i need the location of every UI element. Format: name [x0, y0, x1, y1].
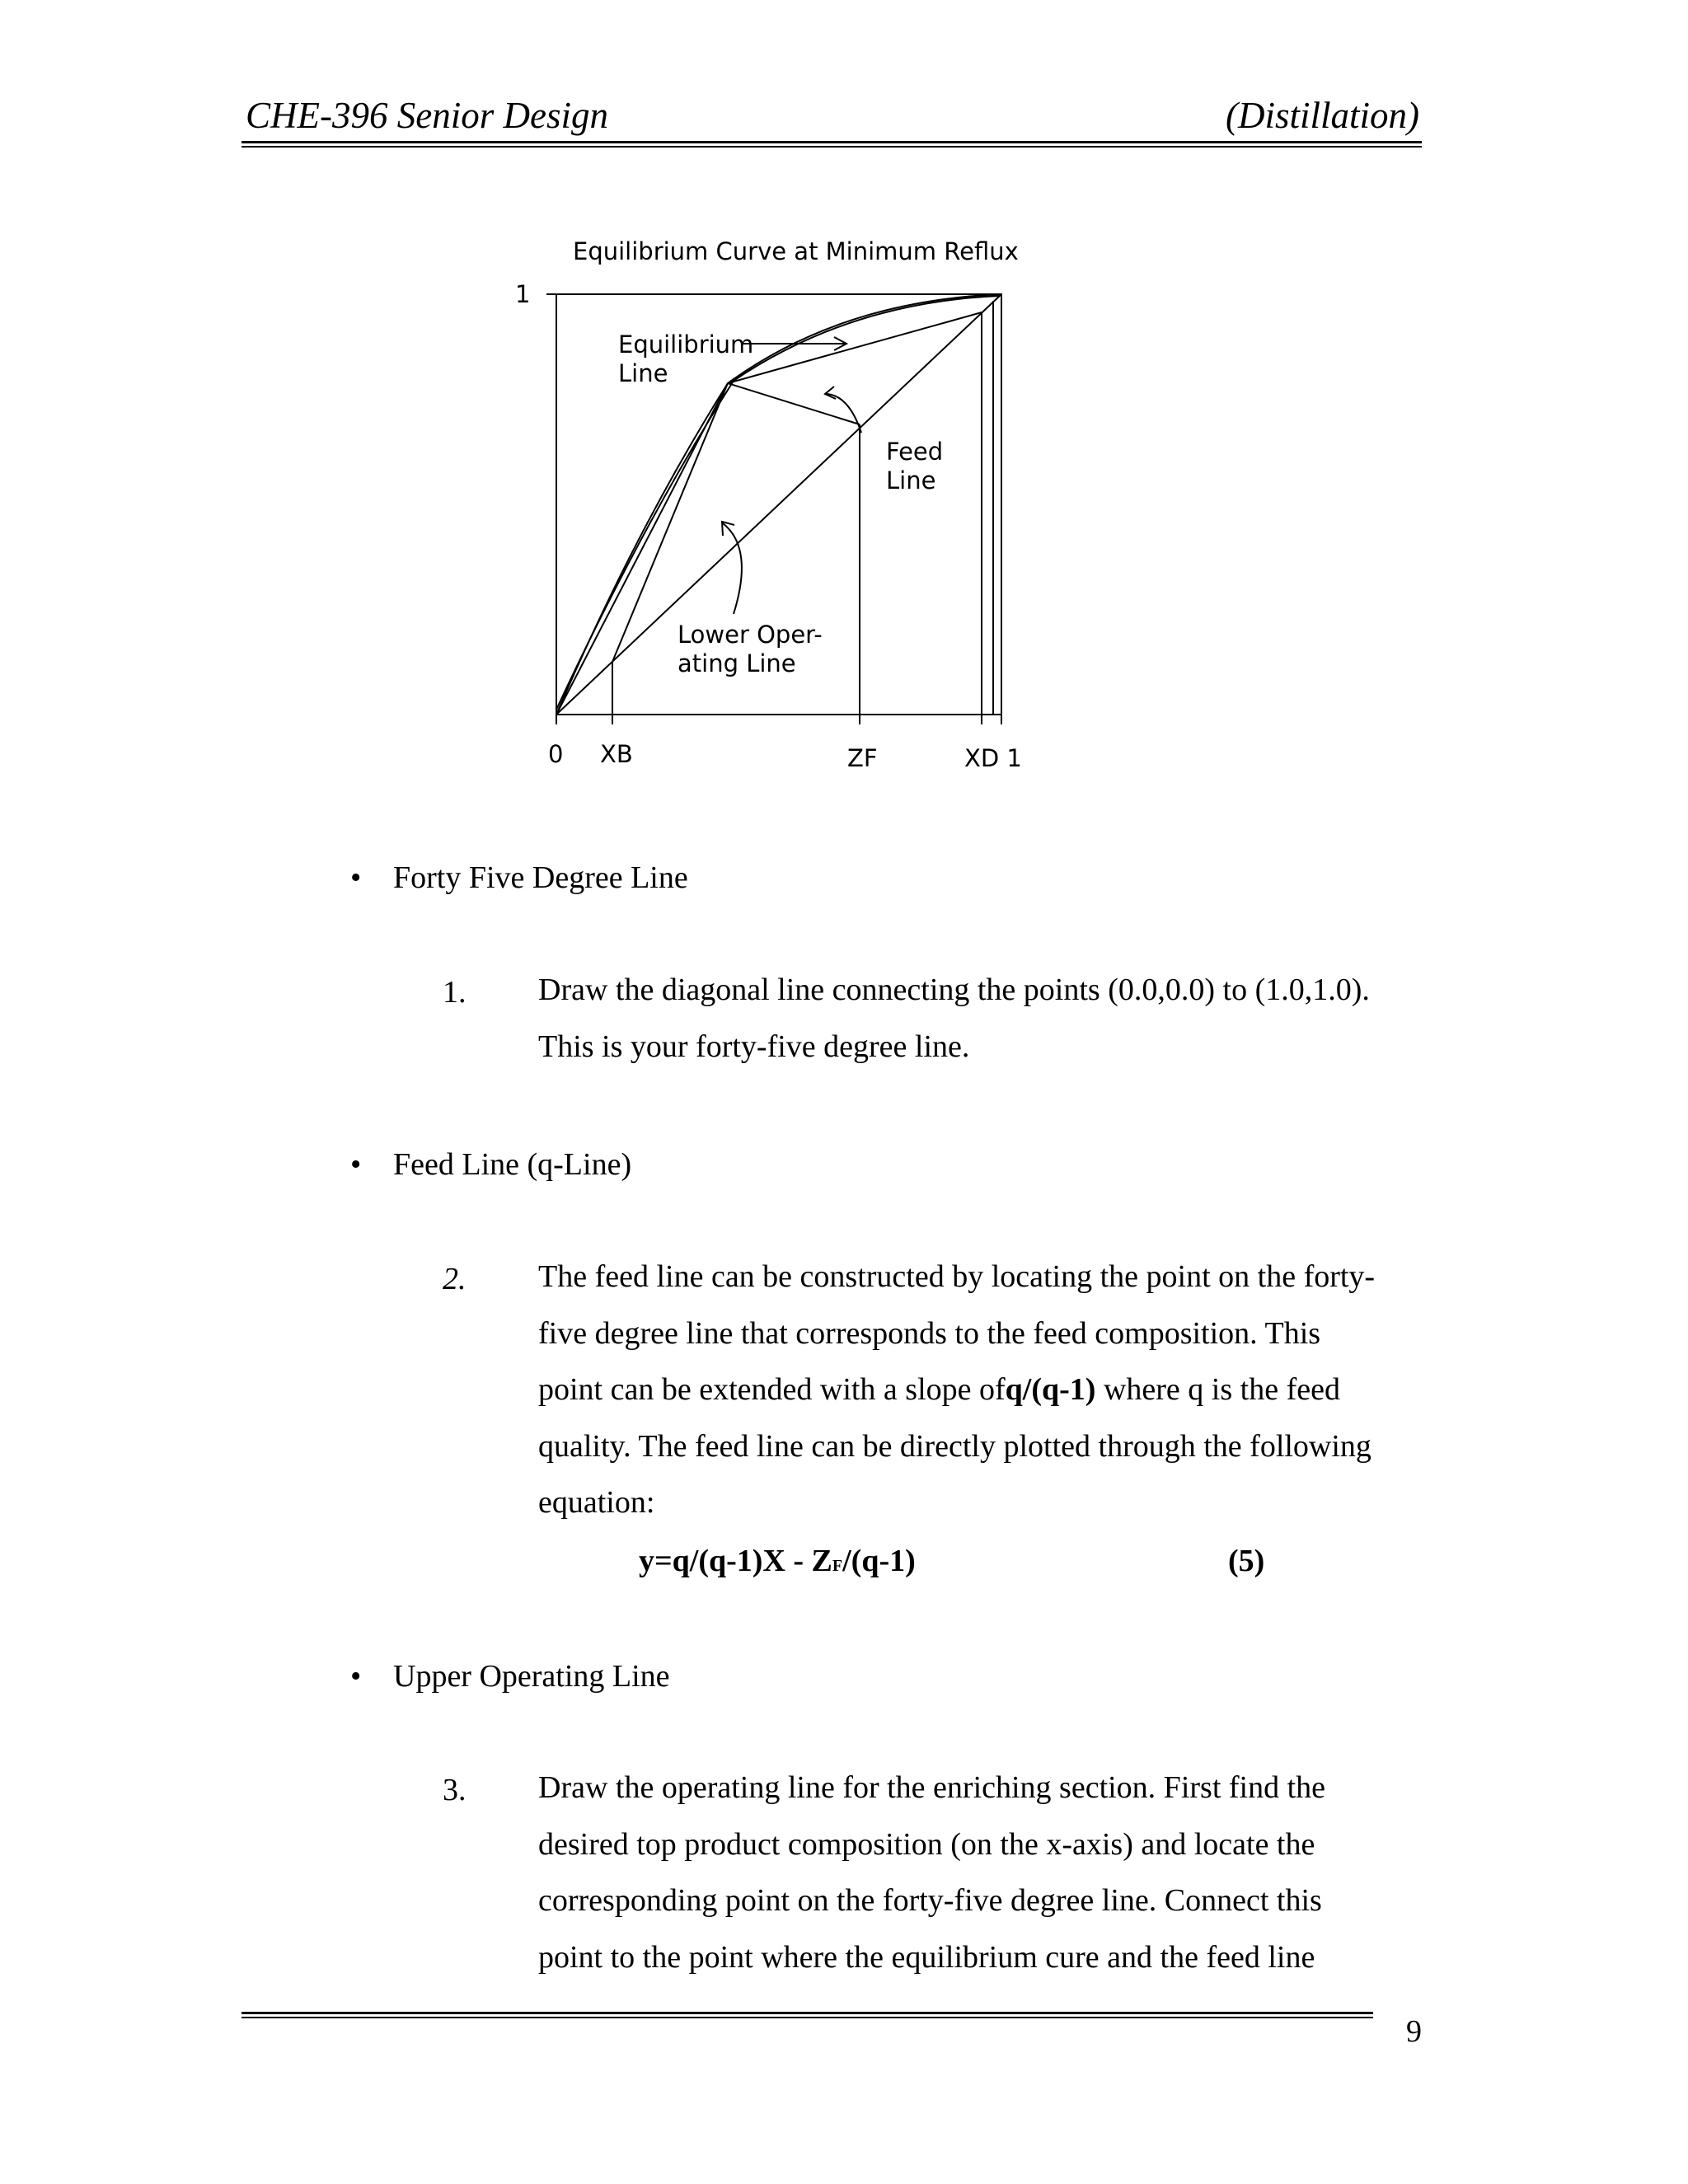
feed-arrowhead	[825, 387, 836, 399]
step-2-line-slope	[538, 1361, 1428, 1418]
heading-feed-line: Feed Line (q-Line)	[393, 1147, 632, 1182]
lower-label-2: ating Line	[678, 649, 796, 677]
header-rule-thin	[241, 146, 1422, 148]
x-tick-label-xd: XD 1	[964, 744, 1022, 772]
step-2-line: The feed line can be constructed by locating the point on the forty-	[538, 1259, 1376, 1294]
x-tick-label-zf: ZF	[847, 744, 878, 772]
lower-leader	[723, 523, 742, 614]
footer-rule-thin	[241, 2017, 1373, 2018]
step-1-line: This is your forty-five degree line.	[538, 1029, 970, 1064]
step-2-line: five degree line that corresponds to the feed composition. This	[538, 1315, 1321, 1351]
feed-label-2: Line	[886, 466, 936, 494]
equation-pre: y=q/(q-1)X - Z	[639, 1544, 832, 1578]
page-number: 9	[1406, 2014, 1422, 2049]
x-tick-label-xb: XB	[600, 740, 633, 768]
equilibrium-label-2: Line	[618, 359, 668, 387]
bullet-2: •	[350, 1147, 362, 1182]
step-3-line: corresponding point on the forty-five degree line. Connect this	[538, 1883, 1322, 1918]
feed-line	[728, 383, 860, 424]
slope-bold: q/(q-1)	[1005, 1372, 1096, 1407]
x-tick-label-0: 0	[548, 740, 564, 768]
slope-post: where q is the feed	[1095, 1372, 1340, 1407]
figure-title: Equilibrium Curve at Minimum Reflux	[573, 237, 1019, 265]
step-1-line: Draw the diagonal line connecting the points (0.0,0.0) to (1.0,1.0).	[538, 972, 1370, 1007]
footer-rule	[241, 2012, 1373, 2014]
step-3-line: point to the point where the equilibrium cure and the feed line	[538, 1939, 1315, 1975]
slope-pre: point can be extended with a slope of	[538, 1372, 1006, 1407]
step-3-line: desired top product composition (on the x-axis) and locate the	[538, 1826, 1315, 1862]
lower-label-1: Lower Oper-	[678, 621, 823, 649]
equation-number: (5)	[1228, 1544, 1265, 1578]
step-number-3: 3.	[443, 1773, 467, 1807]
bullet-1: •	[350, 860, 362, 895]
step-3-line: Draw the operating line for the enriching section. First find the	[538, 1770, 1326, 1805]
feed-label-1: Feed	[886, 438, 944, 466]
heading-upper-operating: Upper Operating Line	[393, 1659, 670, 1694]
step-1-text	[538, 962, 1428, 1075]
equilibrium-figure	[495, 227, 1071, 787]
bullet-3: •	[350, 1659, 362, 1694]
feed-line-equation	[639, 1545, 916, 1577]
step-2-line: equation:	[538, 1485, 655, 1520]
equation-subscript: F	[832, 1557, 843, 1575]
header-course-title: CHE-396 Senior Design	[246, 95, 608, 136]
step-3-text	[538, 1760, 1428, 1985]
equation-post: /(q-1)	[842, 1544, 916, 1578]
feed-leader	[827, 394, 861, 433]
step-number-2: 2.	[443, 1262, 467, 1296]
step-2-line: quality. The feed line can be directly plotted through the following	[538, 1428, 1372, 1464]
equilibrium-label-1: Equilibrium	[618, 330, 754, 359]
header-topic: (Distillation)	[1226, 95, 1419, 136]
step-2-text	[538, 1249, 1428, 1531]
step-number-1: 1.	[443, 975, 467, 1010]
y-tick-label-1: 1	[515, 280, 531, 308]
heading-forty-five: Forty Five Degree Line	[393, 860, 688, 895]
header-rule	[241, 141, 1422, 143]
